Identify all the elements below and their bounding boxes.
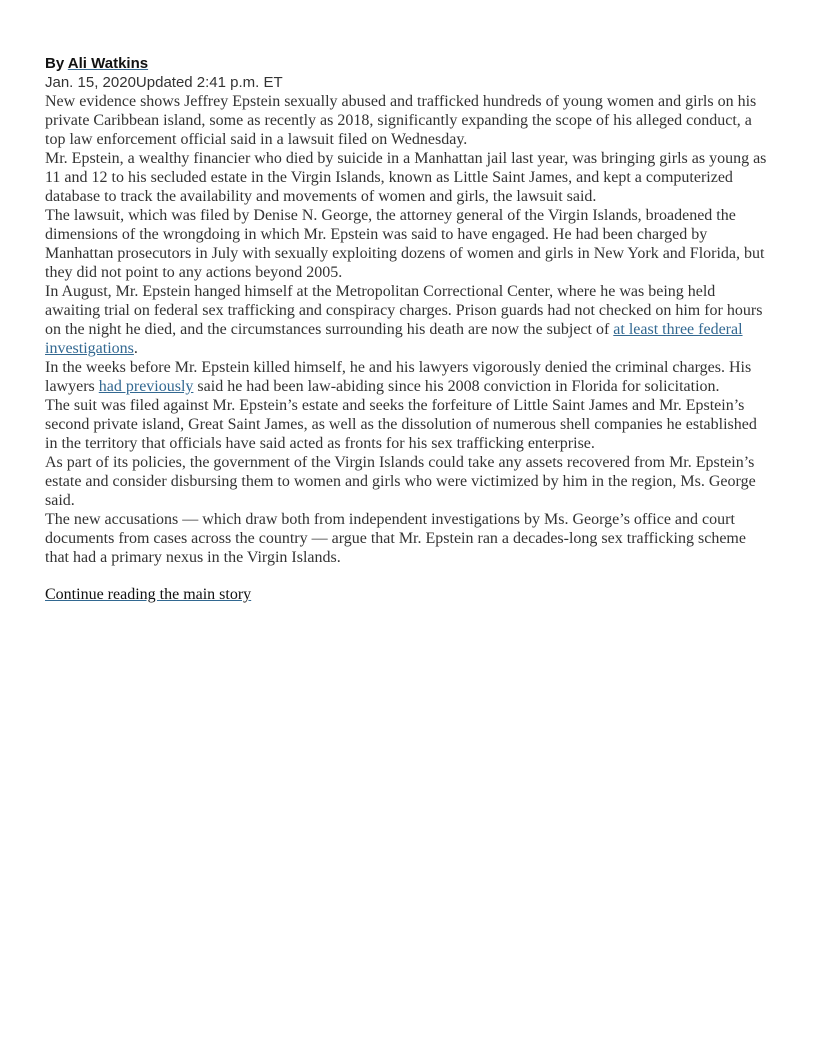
paragraph-text: The new accusations — which draw both from independent investigations by Ms. George’s office and court documents from cases across the country — argue that Mr. Epstein ran a decades-long sex trafficking scheme that had a primary nexus in the Virgin Islands. [45,511,746,566]
paragraph-text: In August, Mr. Epstein hanged himself at the Metropolitan Correctional Center, where he was being held awaiting trial on federal sex trafficking and conspiracy charges. Prison guards had not checked on him for hours on the night he died, and the circumstances surrounding his death are now the subject of [45,283,763,338]
paragraph-text: The suit was filed against Mr. Epstein’s estate and seeks the forfeiture of Little Saint James and Mr. Epstein’s second private island, Great Saint James, as well as the dissolution of numerous shell companies he established in the territory that officials have said acted as fronts for his sex trafficking enterprise. [45,397,757,452]
updated-timestamp: Updated 2:41 p.m. ET [135,74,283,91]
article-body [45,92,768,567]
byline [45,54,768,73]
paragraph-text: New evidence shows Jeffrey Epstein sexually abused and trafficked hundreds of young women and girls on his private Caribbean island, some as recently as 2018, significantly expanding the scope of his alleged conduct, a top law enforcement official said in a lawsuit filed on Wednesday. [45,93,757,148]
article-paragraph [45,396,768,453]
article-paragraph [45,453,768,510]
article-paragraph [45,282,768,358]
paragraph-text: As part of its policies, the government of the Virgin Islands could take any assets recovered from Mr. Epstein’s estate and consider disbursing them to women and girls who were victimized by him in the region, Ms. George said. [45,454,756,509]
article-paragraph [45,510,768,567]
article-paragraph [45,206,768,282]
inline-link[interactable]: had previously [98,378,194,395]
paragraph-text: The lawsuit, which was filed by Denise N. George, the attorney general of the Virgin Islands, broadened the dimensions of the wrongdoing in which Mr. Epstein was said to have engaged. He had been charged by Manhattan prosecutors in July with sexually exploiting dozens of women and girls in New York and Florida, but they did not point to any actions beyond 2005. [45,207,765,281]
paragraph-text: . [133,340,138,357]
article-paragraph [45,358,768,396]
paragraph-text: said he had been law-abiding since his 2008 conviction in Florida for solicitation. [193,378,720,395]
article-paragraph [45,92,768,149]
paragraph-text: Mr. Epstein, a wealthy financier who died by suicide in a Manhattan jail last year, was bringing girls as young as 11 and 12 to his secluded estate in the Virgin Islands, known as Little Saint James, and kept a computerized database to track the availability and movements of women and girls, the lawsuit said. [45,150,767,205]
inline-link[interactable]: at least three federal investigations [45,321,743,357]
article-paragraph [45,149,768,206]
paragraph-text: In the weeks before Mr. Epstein killed himself, he and his lawyers vigorously denied the criminal charges. His lawyers [45,359,752,395]
author-link[interactable]: Ali Watkins [67,55,149,72]
publish-date: Jan. 15, 2020 [45,74,136,91]
continue-reading-link[interactable]: Continue reading the main story [45,586,252,603]
dateline [45,73,768,92]
byline-prefix: By [45,55,68,72]
article-footer [45,585,768,604]
